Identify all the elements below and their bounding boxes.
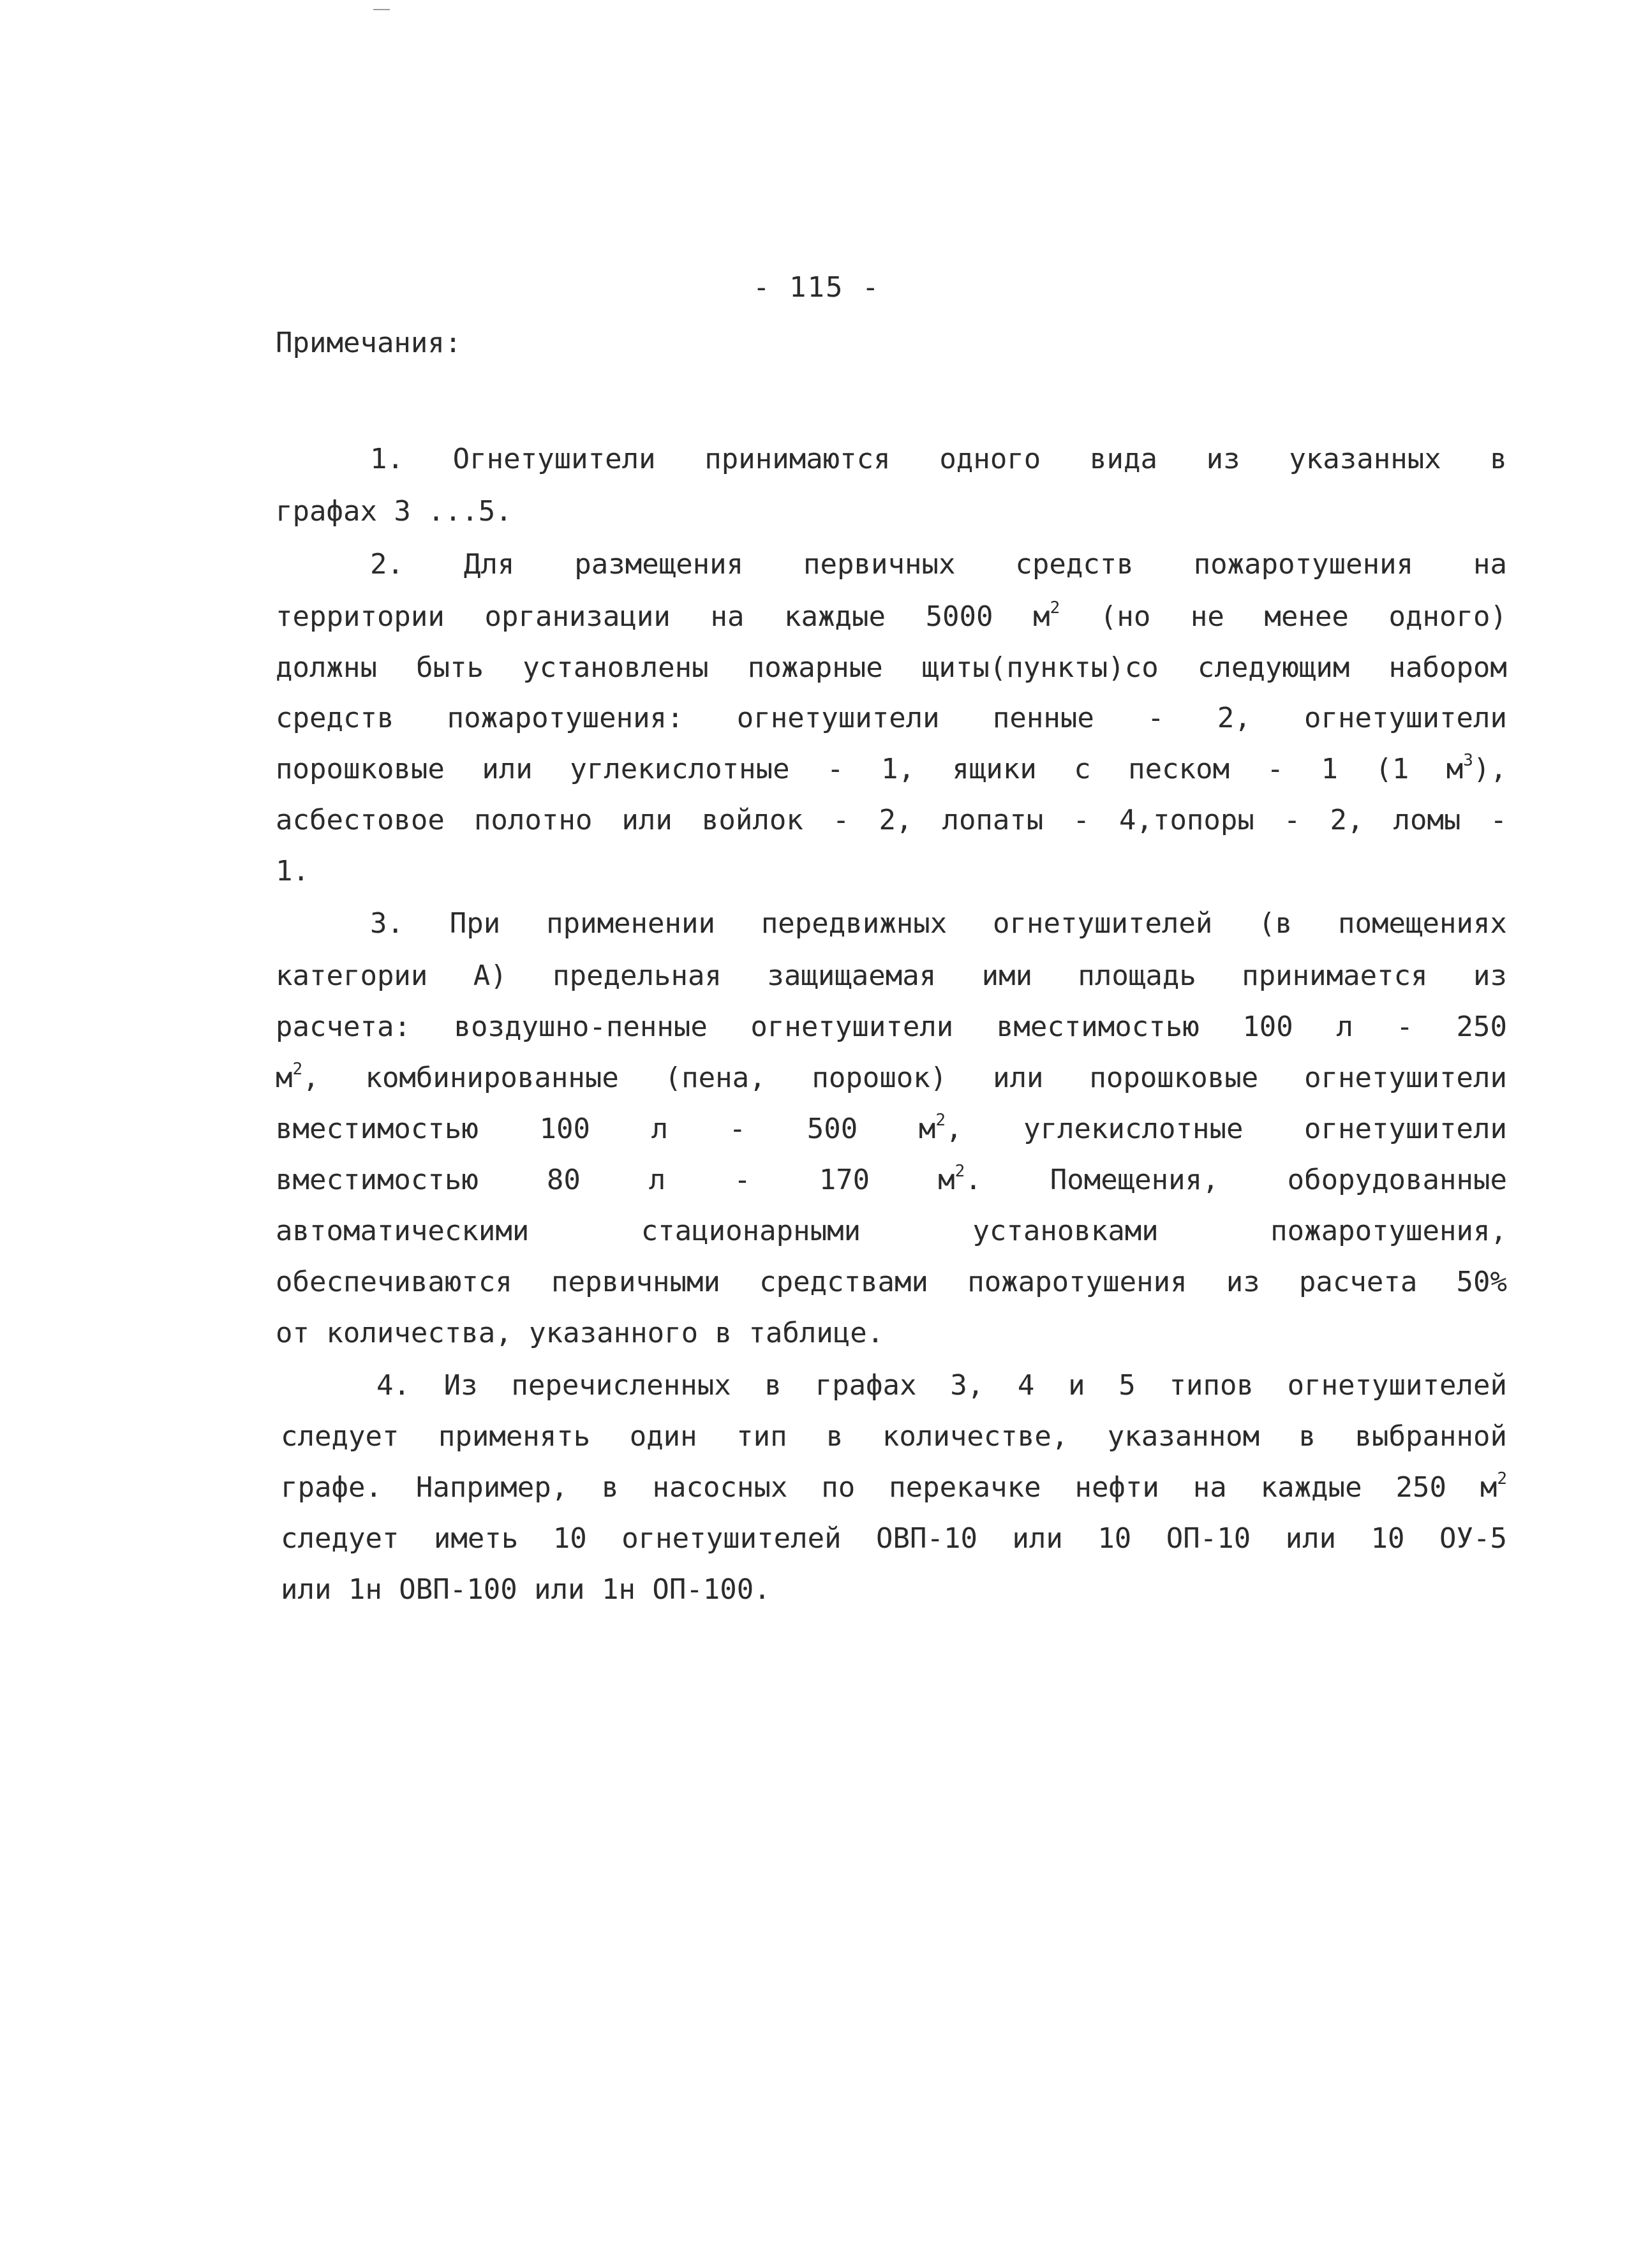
note-line: вместимостью 80 л - 170 $м^2$. Помещения, оборудованные <box>276 1162 1507 1196</box>
note-line: 4. Из перечисленных в графах 3, 4 и 5 типов огнетушителей <box>376 1369 1507 1402</box>
note-line: вместимостью 100 л - 500 $м^2$, углекислотные огнетушители <box>276 1111 1507 1145</box>
note-line: средств пожаротушения: огнетушители пенные - 2, огнетушители <box>276 702 1507 734</box>
note-line: от количества, указанного в таблице. <box>276 1317 884 1349</box>
notes-heading: Примечания: <box>276 327 462 359</box>
note-line: 1. Огнетушители принимаются одного вида из указанных в <box>370 443 1507 475</box>
note-line: автоматическими стационарными установками пожаротушения, <box>276 1215 1507 1247</box>
note-line: следует иметь 10 огнетушителей ОВП-10 или 10 ОП-10 или 10 ОУ-5 <box>281 1522 1507 1555</box>
note-line: $м^2$, комбинированные (пена, порошок) или порошковые огнетушители <box>276 1060 1507 1094</box>
note-line: обеспечиваются первичными средствами пожаротушения из расчета 50% <box>276 1266 1507 1298</box>
page-number: - 115 - <box>753 271 880 304</box>
note-line: должны быть установлены пожарные щиты(пункты)со следующим набором <box>276 651 1507 684</box>
note-line: порошковые или углекислотные - 1, ящики с песком - 1 (1 $м^3$), <box>276 751 1507 785</box>
note-line: расчета: воздушно-пенные огнетушители вместимостью 100 л - 250 <box>276 1011 1507 1043</box>
note-line: графе. Например, в насосных по перекачке нефти на каждые 250 $м^2$ <box>281 1469 1507 1504</box>
note-line: следует применять один тип в количестве, указанном в выбранной <box>281 1420 1507 1453</box>
note-line: графах 3 ...5. <box>276 495 512 528</box>
note-line: асбестовое полотно или войлок - 2, лопаты - 4,топоры - 2, ломы - <box>276 804 1507 836</box>
scan-mark <box>373 9 390 10</box>
note-line: 2. Для размещения первичных средств пожаротушения на <box>370 548 1507 581</box>
note-line: 3. При применении передвижных огнетушителей (в помещениях <box>370 907 1507 940</box>
note-line: территории организации на каждые 5000 $м^2$ (но не менее одного) <box>276 598 1507 633</box>
note-line: 1. <box>276 855 309 887</box>
note-line: категории А) предельная защищаемая ими площадь принимается из <box>276 960 1507 992</box>
note-line: или 1н ОВП-100 или 1н ОП-100. <box>281 1573 771 1606</box>
